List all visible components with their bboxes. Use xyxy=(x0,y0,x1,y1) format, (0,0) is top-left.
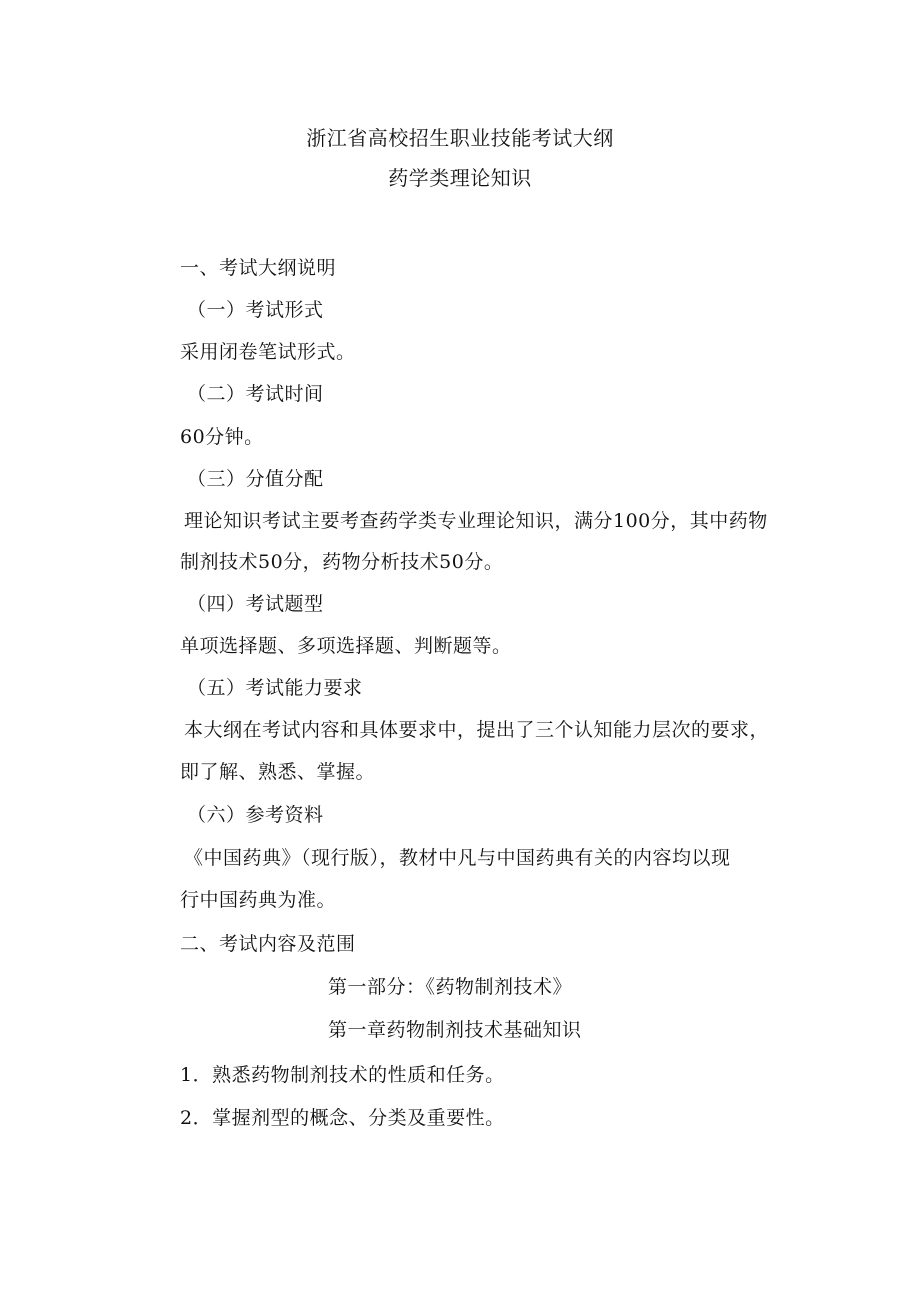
subsection-heading-exam-form: （一）考试形式 xyxy=(187,299,324,321)
document-subtitle: 药学类理论知识 xyxy=(388,166,532,190)
subsection-heading-question-types: （四）考试题型 xyxy=(187,593,324,615)
paragraph-ability-line2: 即了解、熟悉、掌握。 xyxy=(180,761,376,783)
paragraph-score-line1: 理论知识考试主要考查药学类专业理论知识，满分100分，其中药物 xyxy=(184,510,768,532)
list-item-2: 2．掌握剂型的概念、分类及重要性。 xyxy=(180,1107,505,1129)
paragraph-exam-time: 60分钟。 xyxy=(180,426,264,448)
section-heading-2: 二、考试内容及范围 xyxy=(180,933,356,955)
paragraph-ability-line1: 本大纲在考试内容和具体要求中，提出了三个认知能力层次的要求， xyxy=(184,719,770,741)
subsection-heading-exam-time: （二）考试时间 xyxy=(187,383,324,405)
subsection-heading-score: （三）分值分配 xyxy=(187,468,324,490)
paragraph-references-line2: 行中国药典为准。 xyxy=(180,889,337,911)
section-heading-1: 一、考试大纲说明 xyxy=(180,257,337,279)
subsection-heading-references: （六）参考资料 xyxy=(187,804,324,826)
document-title: 浙江省高校招生职业技能考试大纲 xyxy=(306,126,614,150)
part-heading: 第一部分：《药物制剂技术》 xyxy=(328,976,573,998)
subsection-heading-ability: （五）考试能力要求 xyxy=(187,677,363,699)
paragraph-exam-form: 采用闭卷笔试形式。 xyxy=(180,341,356,363)
paragraph-references-line1: 《中国药典》（现行版），教材中凡与中国药典有关的内容均以现 xyxy=(184,847,731,869)
paragraph-question-types: 单项选择题、多项选择题、判断题等。 xyxy=(180,635,512,657)
list-item-1: 1．熟悉药物制剂技术的性质和任务。 xyxy=(180,1064,505,1086)
paragraph-score-line2: 制剂技术50分，药物分析技术50分。 xyxy=(180,551,504,573)
chapter-heading: 第一章药物制剂技术基础知识 xyxy=(328,1019,582,1041)
